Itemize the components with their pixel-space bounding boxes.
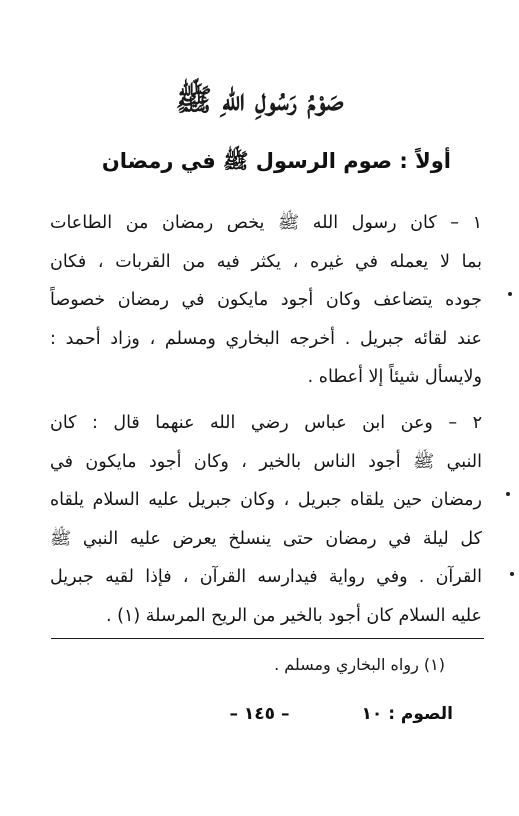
text-line: جوده يتضاعف وكان أجود مايكون في رمضان خصوصاً <box>50 290 482 310</box>
hadith-paragraph-1 <box>50 204 482 397</box>
text-line: ولايسأل شيئاً إلا أعطاه . <box>307 367 482 387</box>
margin-mark <box>506 492 510 496</box>
footnote-divider <box>51 638 484 639</box>
section-heading: أولاً : صوم الرسول ﷺ في رمضان <box>101 149 451 173</box>
margin-mark <box>508 292 512 296</box>
text-line: النبي ﷺ أجود الناس بالخير ، وكان أجود مايكون في <box>50 451 482 472</box>
page-number: – ١٤٥ – <box>229 704 290 724</box>
text-line: عند لقائه جبريل . أخرجه البخاري ومسلم ، وزاد أحمد : <box>50 328 482 349</box>
chapter-title: صَوْمُ رَسُولِ اللهِ ﷺ <box>175 83 344 118</box>
text-line: ١ – كان رسول الله ﷺ يخص رمضان من الطاعات <box>50 213 482 233</box>
text-line: رمضان حين يلقاه جبريل ، وكان جبريل عليه السلام يلقاه <box>50 490 482 510</box>
text-line: ٢ – وعن ابن عباس رضي الله عنهما قال : كان <box>50 413 482 433</box>
text-line: كل ليلة في رمضان حتى ينسلخ يعرض عليه النبي ﷺ <box>50 528 482 549</box>
text-line: بما لا يعمله في غيره ، يكثر فيه من القربات ، فكان <box>50 251 482 272</box>
running-head: الصوم : ١٠ <box>361 704 453 724</box>
margin-mark <box>510 572 514 576</box>
footnote: (١) رواه البخاري ومسلم . <box>274 655 445 674</box>
hadith-paragraph-2 <box>50 404 482 635</box>
text-line: عليه السلام كان أجود بالخير من الريح المرسلة (١) . <box>106 605 482 626</box>
text-line: القرآن . وفي رواية فيدارسه القرآن ، فإذا لقيه جبريل <box>50 567 482 587</box>
